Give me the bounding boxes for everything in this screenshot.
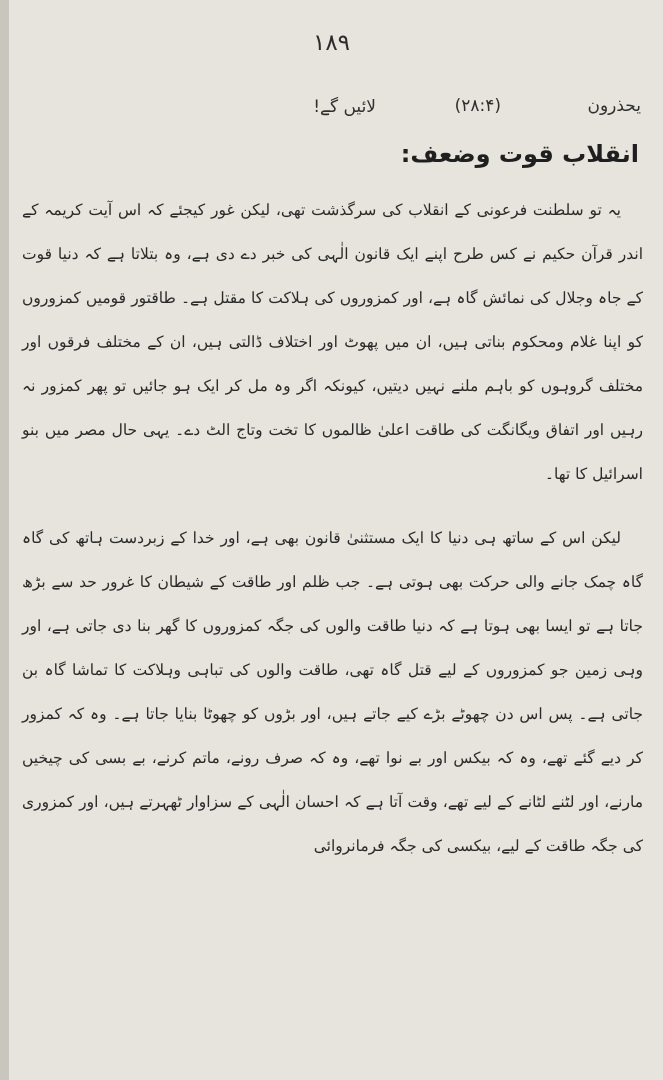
- body-text: [22, 188, 643, 1070]
- paragraph: [22, 188, 643, 496]
- paragraph: [22, 516, 643, 868]
- header-quote-tail: لائیں گے!: [313, 97, 376, 117]
- running-header: [20, 96, 641, 126]
- paragraph-text: لیکن اس کے ساتھ ہی دنیا کا ایک مستثنیٰ قانون بھی ہے، اور خدا کے زبردست ہاتھ کی گاہ گاہ چمک جانے والی حرکت بھی ہوتی ہے۔ جب ظلم اور طاقت کے شیطان کا غرور حد سے بڑھ جاتا ہے تو ایسا بھی ہوتا ہے کہ دنیا طاقت والوں کی جگہ کمزوروں کا گھر بنا دی جاتی ہے، اور وہی زمین جو کمزوروں کے لیے قتل گاہ تھی، طاقت والوں کی تباہی وہلاکت کا تماشا گاہ بن جاتی ہے۔ پس اس دن چھوٹے بڑے کیے جاتے ہیں، اور بڑوں کو چھوٹا بنایا جاتا ہے۔ وہ کہ کمزور کر دیے گئے تھے، وہ کہ بیکس اور بے نوا تھے، وہ کہ صرف رونے، ماتم کرنے، بے بسی کی چیخیں مارنے، اور لٹنے لٹانے کے لیے تھے، وقت آتا ہے کہ احسان الٰہی کے سزاوار ٹھہرتے ہیں، اور کمزوری کی جگہ طاقت کے لیے، بیکسی کی جگہ فرمانروائی: [22, 529, 643, 855]
- header-book-name: یحذرون: [587, 96, 641, 116]
- page-edge-shadow: [0, 0, 9, 1080]
- header-verse-reference: (۲۸:۴): [454, 96, 501, 116]
- paragraph-text: یہ تو سلطنت فرعونی کے انقلاب کی سرگذشت تھی، لیکن غور کیجئے کہ اس آیت کریمہ کے اندر قرآن حکیم نے کس طرح اپنے ایک قانون الٰہی کی خبر دے دی ہے، وہ بتلاتا ہے کہ دنیا قوت کے جاہ وجلال کی نمائش گاہ ہے، اور کمزوروں کی ہلاکت کا مقتل ہے۔ طاقتور قومیں کمزوروں کو اپنا غلام ومحکوم بناتی ہیں، ان میں پھوٹ اور اختلاف ڈالتی ہیں، ان کے مختلف فرقوں اور مختلف گروہوں کو باہم ملنے نہیں دیتیں، کیونکہ اگر وہ مل کر ایک ہو جائیں تو پھر کمزور نہ رہیں اور اتفاق ویگانگت کی طاقت اعلیٰ ظالموں کا تخت وتاج الٹ دے۔ یہی حال مصر میں بنو اسرائیل کا تھا۔: [22, 201, 643, 483]
- section-heading: انقلاب قوت وضعف:: [400, 140, 639, 168]
- page-number: ١٨٩: [312, 30, 351, 56]
